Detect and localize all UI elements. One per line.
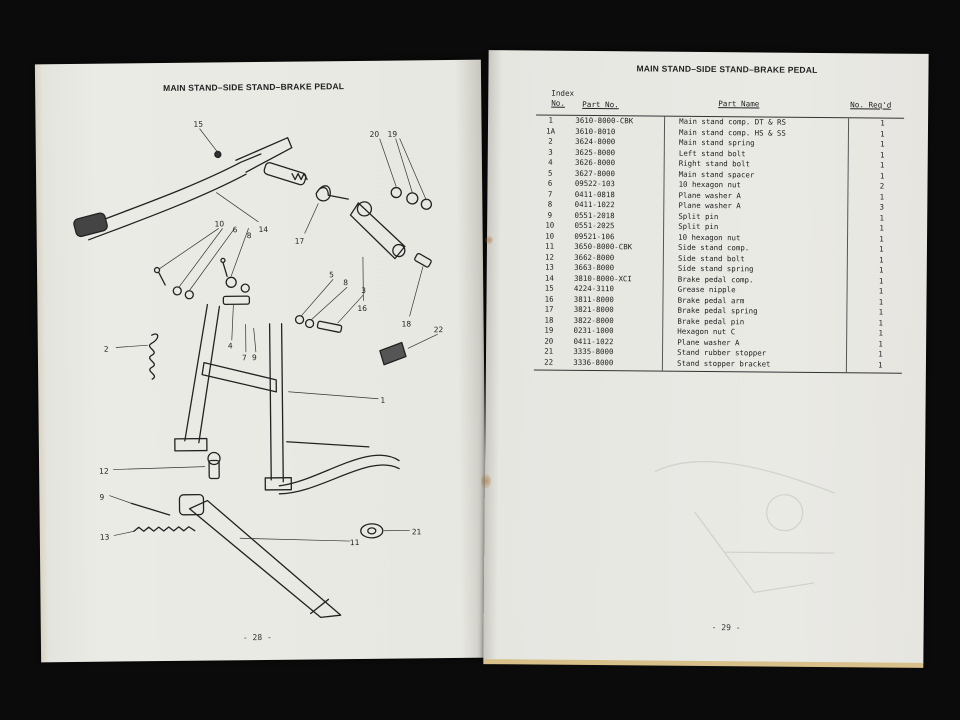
index-cell: 17 [544,304,554,314]
main-stand-left-leg [183,305,208,441]
index-cell: 10 [545,220,555,230]
callout-13: 13 [99,532,110,542]
callout-15: 15 [193,119,204,129]
part-name-cell: Plane washer A [678,200,741,211]
header-index [538,88,575,108]
part-no-cell: 3335-8000 [573,346,614,357]
header-index-line1: Index [551,88,575,98]
part-name-cell: Side stand comp. [678,242,750,253]
stand-stopper-bracket [380,342,406,364]
brake-pedal-pivot [263,162,307,186]
part-name-cell: Side stand spring [677,263,754,274]
part-no-cell: 0411-1022 [573,336,614,346]
part-name-cell: Stand rubber stopper [677,347,767,358]
part-name-cell: 10 hexagon nut [678,232,741,242]
part-name-cell: Main stand spacer [678,169,755,179]
main-stand-crossbar [202,362,276,393]
stand-rubber-stopper [361,524,383,538]
open-parts-manual [34,48,936,672]
callout-14: 14 [258,224,269,235]
part-name-cell: Right stand bolt [678,158,751,169]
qty-cell: 1 [879,150,885,160]
callout-6: 6 [232,225,238,235]
right-page-title: MAIN STAND–SIDE STAND–BRAKE PEDAL [636,63,818,75]
exploded-parts-diagram [35,60,487,663]
callout-18: 18 [401,319,412,329]
callout-11: 11 [349,537,360,548]
index-cell: 10 [545,231,555,241]
part-name-cell: Plane washer A [678,190,741,200]
part-name-cell: Split pin [678,221,719,232]
qty-cell: 1 [880,129,885,139]
qty-cell: 1 [879,160,885,170]
part-no-cell: 09522-103 [574,178,615,189]
header-index-line2: No. [551,98,565,108]
hex-nut-19 [407,193,418,204]
qty-cell: 1 [879,255,884,265]
part-no-cell: 0411-1022 [574,199,615,210]
part-no-cell: 3610-8000-CBK [575,115,634,126]
brake-pedal-pin [414,253,432,268]
qty-cell: 1 [880,118,885,128]
callout-16: 16 [357,303,368,313]
callout-19: 19 [387,129,398,139]
callout-8: 8 [246,231,252,241]
brake-pedal-shaft [82,154,262,228]
part-no-cell: 0411-0818 [574,189,615,199]
part-name-cell: Left stand bolt [678,148,746,158]
part-name-cell: Hexagon nut C [677,326,736,337]
brake-pedal-arm [350,202,405,259]
qty-cell: 1 [879,171,885,181]
right-page [483,50,928,664]
side-stand [189,499,340,619]
part-name-cell: Main stand comp. HS & SS [679,127,786,138]
brake-pedal-spring [316,186,348,201]
header-part-no: Part No. [582,99,619,110]
index-cell: 4 [548,157,553,167]
part-name-cell: Main stand comp. DT & RS [679,116,786,127]
qty-cell: 1 [878,276,884,286]
part-name-cell: Brake pedal arm [677,295,745,305]
washer-20 [391,188,401,198]
callout-9: 9 [251,353,257,363]
right-page-number: - 29 - [711,623,741,633]
callout-7: 7 [241,353,247,363]
index-cell: 16 [544,294,554,304]
callout-4: 4 [227,341,233,351]
part-no-cell: 0231-1000 [573,325,614,336]
part-no-cell: 3810-8000-XCI [573,273,632,283]
table-body [534,116,904,374]
index-cell: 2 [548,136,553,146]
qty-cell: 1 [879,244,884,254]
part-name-cell: 10 hexagon nut [678,179,741,190]
bleed-through-diagram [634,431,876,623]
diagram-svg [35,60,487,663]
part-no-cell: 0551-2025 [574,220,615,231]
right-stand-bolt [223,296,249,304]
callout-3: 3 [361,285,367,295]
part-no-cell: 3336-8000 [573,357,614,367]
main-stand-spring [149,334,158,379]
index-cell: 13 [544,262,554,272]
qty-cell: 1 [879,213,884,223]
index-cell: 20 [544,336,554,346]
qty-cell: 1 [879,234,884,244]
qty-cell: 1 [878,349,883,359]
paper-stain [481,474,491,488]
index-cell: 18 [544,315,554,325]
table-header [536,85,904,119]
qty-cell: 1 [878,318,884,328]
qty-cell: 1 [878,339,883,349]
part-name-cell: Grease nipple [677,284,736,295]
callout-10: 10 [214,219,225,229]
part-no-cell: 3821-8000 [573,304,614,315]
part-no-cell: 09521-106 [574,231,615,241]
parts-list-table [534,85,904,374]
qty-cell: 1 [878,265,884,275]
qty-cell: 1 [878,328,883,338]
main-stand-kick-lever [279,455,399,486]
part-no-cell: 3822-8000 [573,315,614,325]
callout-22: 22 [433,325,444,335]
part-name-cell: Stand stopper bracket [677,358,771,369]
part-no-cell: 3627-8000 [574,168,616,178]
index-cell: 5 [548,168,553,178]
part-no-cell: 0551-2018 [574,210,615,220]
index-cell: 8 [547,199,553,209]
part-name-cell: Main stand spring [678,137,755,148]
callout-1: 1 [380,395,386,405]
callout-2: 2 [103,344,109,354]
part-no-cell: 3610-8010 [575,126,616,136]
left-page-title: MAIN STAND–SIDE STAND–BRAKE PEDAL [163,81,345,94]
callout-17: 17 [294,236,305,246]
header-part-name: Part Name [718,99,760,109]
index-cell: 6 [547,178,553,188]
qty-cell: 1 [879,192,885,202]
callout-5: 5 [329,270,334,280]
index-cell: 7 [547,189,553,199]
part-no-cell: 3626-8000 [574,157,616,168]
index-cell: 11 [545,241,555,251]
side-stand-spring [134,527,195,532]
qty-cell: 2 [879,181,885,191]
part-name-cell: Side stand bolt [677,253,745,263]
part-name-cell: Brake pedal pin [677,316,745,326]
index-cell: 9 [547,210,553,220]
part-name-cell: Split pin [678,211,719,221]
index-cell: 3 [548,147,553,157]
qty-cell: 3 [879,202,885,212]
main-stand-right-leg [270,324,272,480]
callout-9-lower: 9 [99,492,105,502]
table-row [534,357,902,371]
index-cell: 1 [548,115,553,125]
index-cell: 22 [544,357,554,367]
index-cell: 21 [544,346,554,356]
callout-12: 12 [99,466,109,476]
part-name-cell: Plane washer A [677,337,740,347]
index-cell: 12 [545,252,555,262]
header-qty: No. Req'd [850,100,892,110]
part-name-cell: Brake pedal comp. [677,274,754,284]
index-cell: 1A [546,126,556,136]
qty-cell: 1 [878,297,884,307]
part-no-cell: 3650-8000-CBK [574,241,633,252]
part-no-cell: 3662-8000 [574,252,615,262]
part-name-cell: Brake pedal spring [677,305,758,316]
part-no-cell: 3811-8000 [573,294,614,304]
part-no-cell: 4224-3110 [573,283,615,294]
callout-20: 20 [369,129,380,139]
index-cell: 19 [544,325,554,335]
qty-cell: 1 [878,286,884,296]
qty-cell: 1 [880,139,885,149]
paper-stain [485,236,493,244]
qty-cell: 1 [879,223,884,233]
index-cell: 15 [544,283,554,293]
callout-21: 21 [411,527,422,537]
index-cell: 14 [544,273,554,283]
callout-8-lower: 8 [343,278,349,288]
part-no-cell: 3625-8000 [575,147,616,157]
page-block-edge [483,659,923,668]
part-no-cell: 3663-8000 [574,262,615,273]
left-page-number: - 28 - [242,632,272,643]
left-page [35,60,487,663]
qty-cell: 1 [878,307,884,317]
part-no-cell: 3624-8000 [575,136,616,147]
qty-cell: 1 [878,360,883,370]
brake-pedal-footpad [73,212,109,237]
